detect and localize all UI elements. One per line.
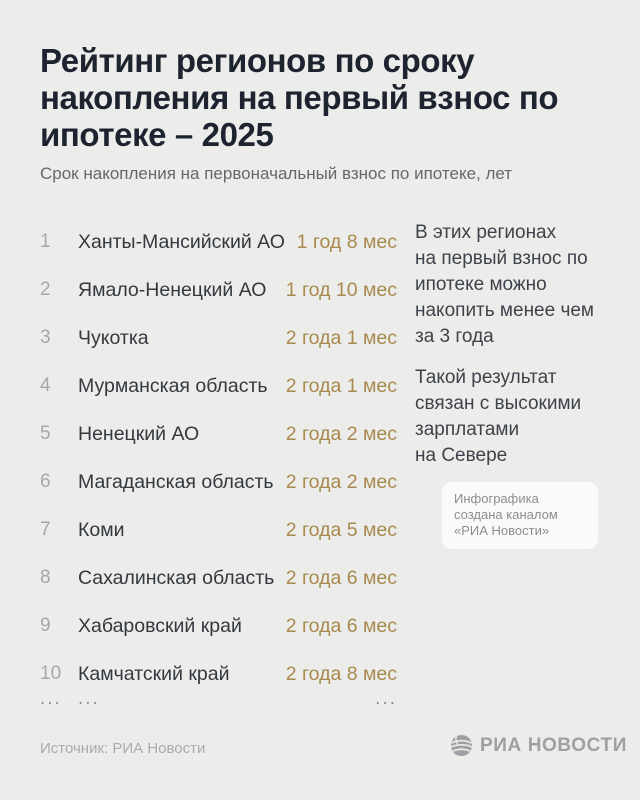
source-label: Источник: РИА Новости (40, 740, 206, 757)
region-name: Камчатский край (78, 662, 230, 685)
region-name: Ямало-Ненецкий АО (78, 278, 267, 301)
region-name: Чукотка (78, 326, 149, 349)
page-subtitle: Срок накопления на первоначальный взнос по ипотеке, лет (40, 164, 513, 183)
region-name: Магаданская область (78, 470, 274, 493)
rank-number: 2 (40, 279, 51, 300)
rank-number: 6 (40, 471, 51, 492)
region-ellipsis: ... (78, 688, 100, 709)
region-name: Коми (78, 518, 125, 541)
region-name: Хабаровский край (78, 614, 242, 637)
table-row (40, 554, 397, 602)
ranking-list (40, 218, 397, 698)
duration-value: 2 года 2 мес (285, 470, 397, 493)
header (40, 42, 606, 184)
table-row (40, 218, 397, 266)
rank-number: 5 (40, 423, 51, 444)
duration-value: 1 год 8 мес (296, 230, 397, 253)
duration-value: 2 года 2 мес (285, 422, 397, 445)
annotation-paragraph-2: Такой результат связан с высокими зарплатами на Севере (415, 367, 582, 466)
table-row (40, 266, 397, 314)
region-name: Сахалинская область (78, 566, 275, 589)
ria-novosti-logo (450, 734, 627, 757)
annotation-paragraph-1: В этих регионах на первый взнос по ипотеке можно накопить менее чем за 3 года (415, 222, 594, 347)
annotation-column (415, 220, 597, 484)
table-row (40, 602, 397, 650)
page-title: Рейтинг регионов по сроку накопления на первый взнос по ипотеке – 2025 (40, 42, 559, 153)
rank-number: 4 (40, 375, 51, 396)
table-row (40, 410, 397, 458)
duration-value: 2 года 1 мес (285, 326, 397, 349)
rank-ellipsis: ... (40, 688, 62, 709)
region-name: Ненецкий АО (78, 422, 200, 445)
table-row (40, 314, 397, 362)
logo-wordmark: РИА НОВОСТИ (480, 734, 627, 756)
duration-value: 2 года 5 мес (285, 518, 397, 541)
duration-value: 2 года 1 мес (285, 374, 397, 397)
region-name: Мурманская область (78, 374, 268, 397)
rank-number: 3 (40, 327, 51, 348)
rank-number: 8 (40, 567, 51, 588)
rank-number: 7 (40, 519, 51, 540)
duration-value: 2 года 6 мес (285, 566, 397, 589)
ranking-truncation-row (40, 684, 397, 714)
credit-badge: Инфографика создана каналом «РИА Новости» (442, 482, 598, 549)
region-name: Ханты-Мансийский АО (78, 230, 285, 253)
value-ellipsis: ... (375, 688, 397, 709)
duration-value: 2 года 8 мес (285, 662, 397, 685)
table-row (40, 506, 397, 554)
table-row (40, 458, 397, 506)
rank-number: 1 (40, 231, 51, 252)
table-row (40, 362, 397, 410)
globe-icon (450, 734, 473, 757)
duration-value: 2 года 6 мес (285, 614, 397, 637)
rank-number: 9 (40, 615, 51, 636)
rank-number: 10 (40, 663, 62, 684)
duration-value: 1 год 10 мес (285, 278, 397, 301)
